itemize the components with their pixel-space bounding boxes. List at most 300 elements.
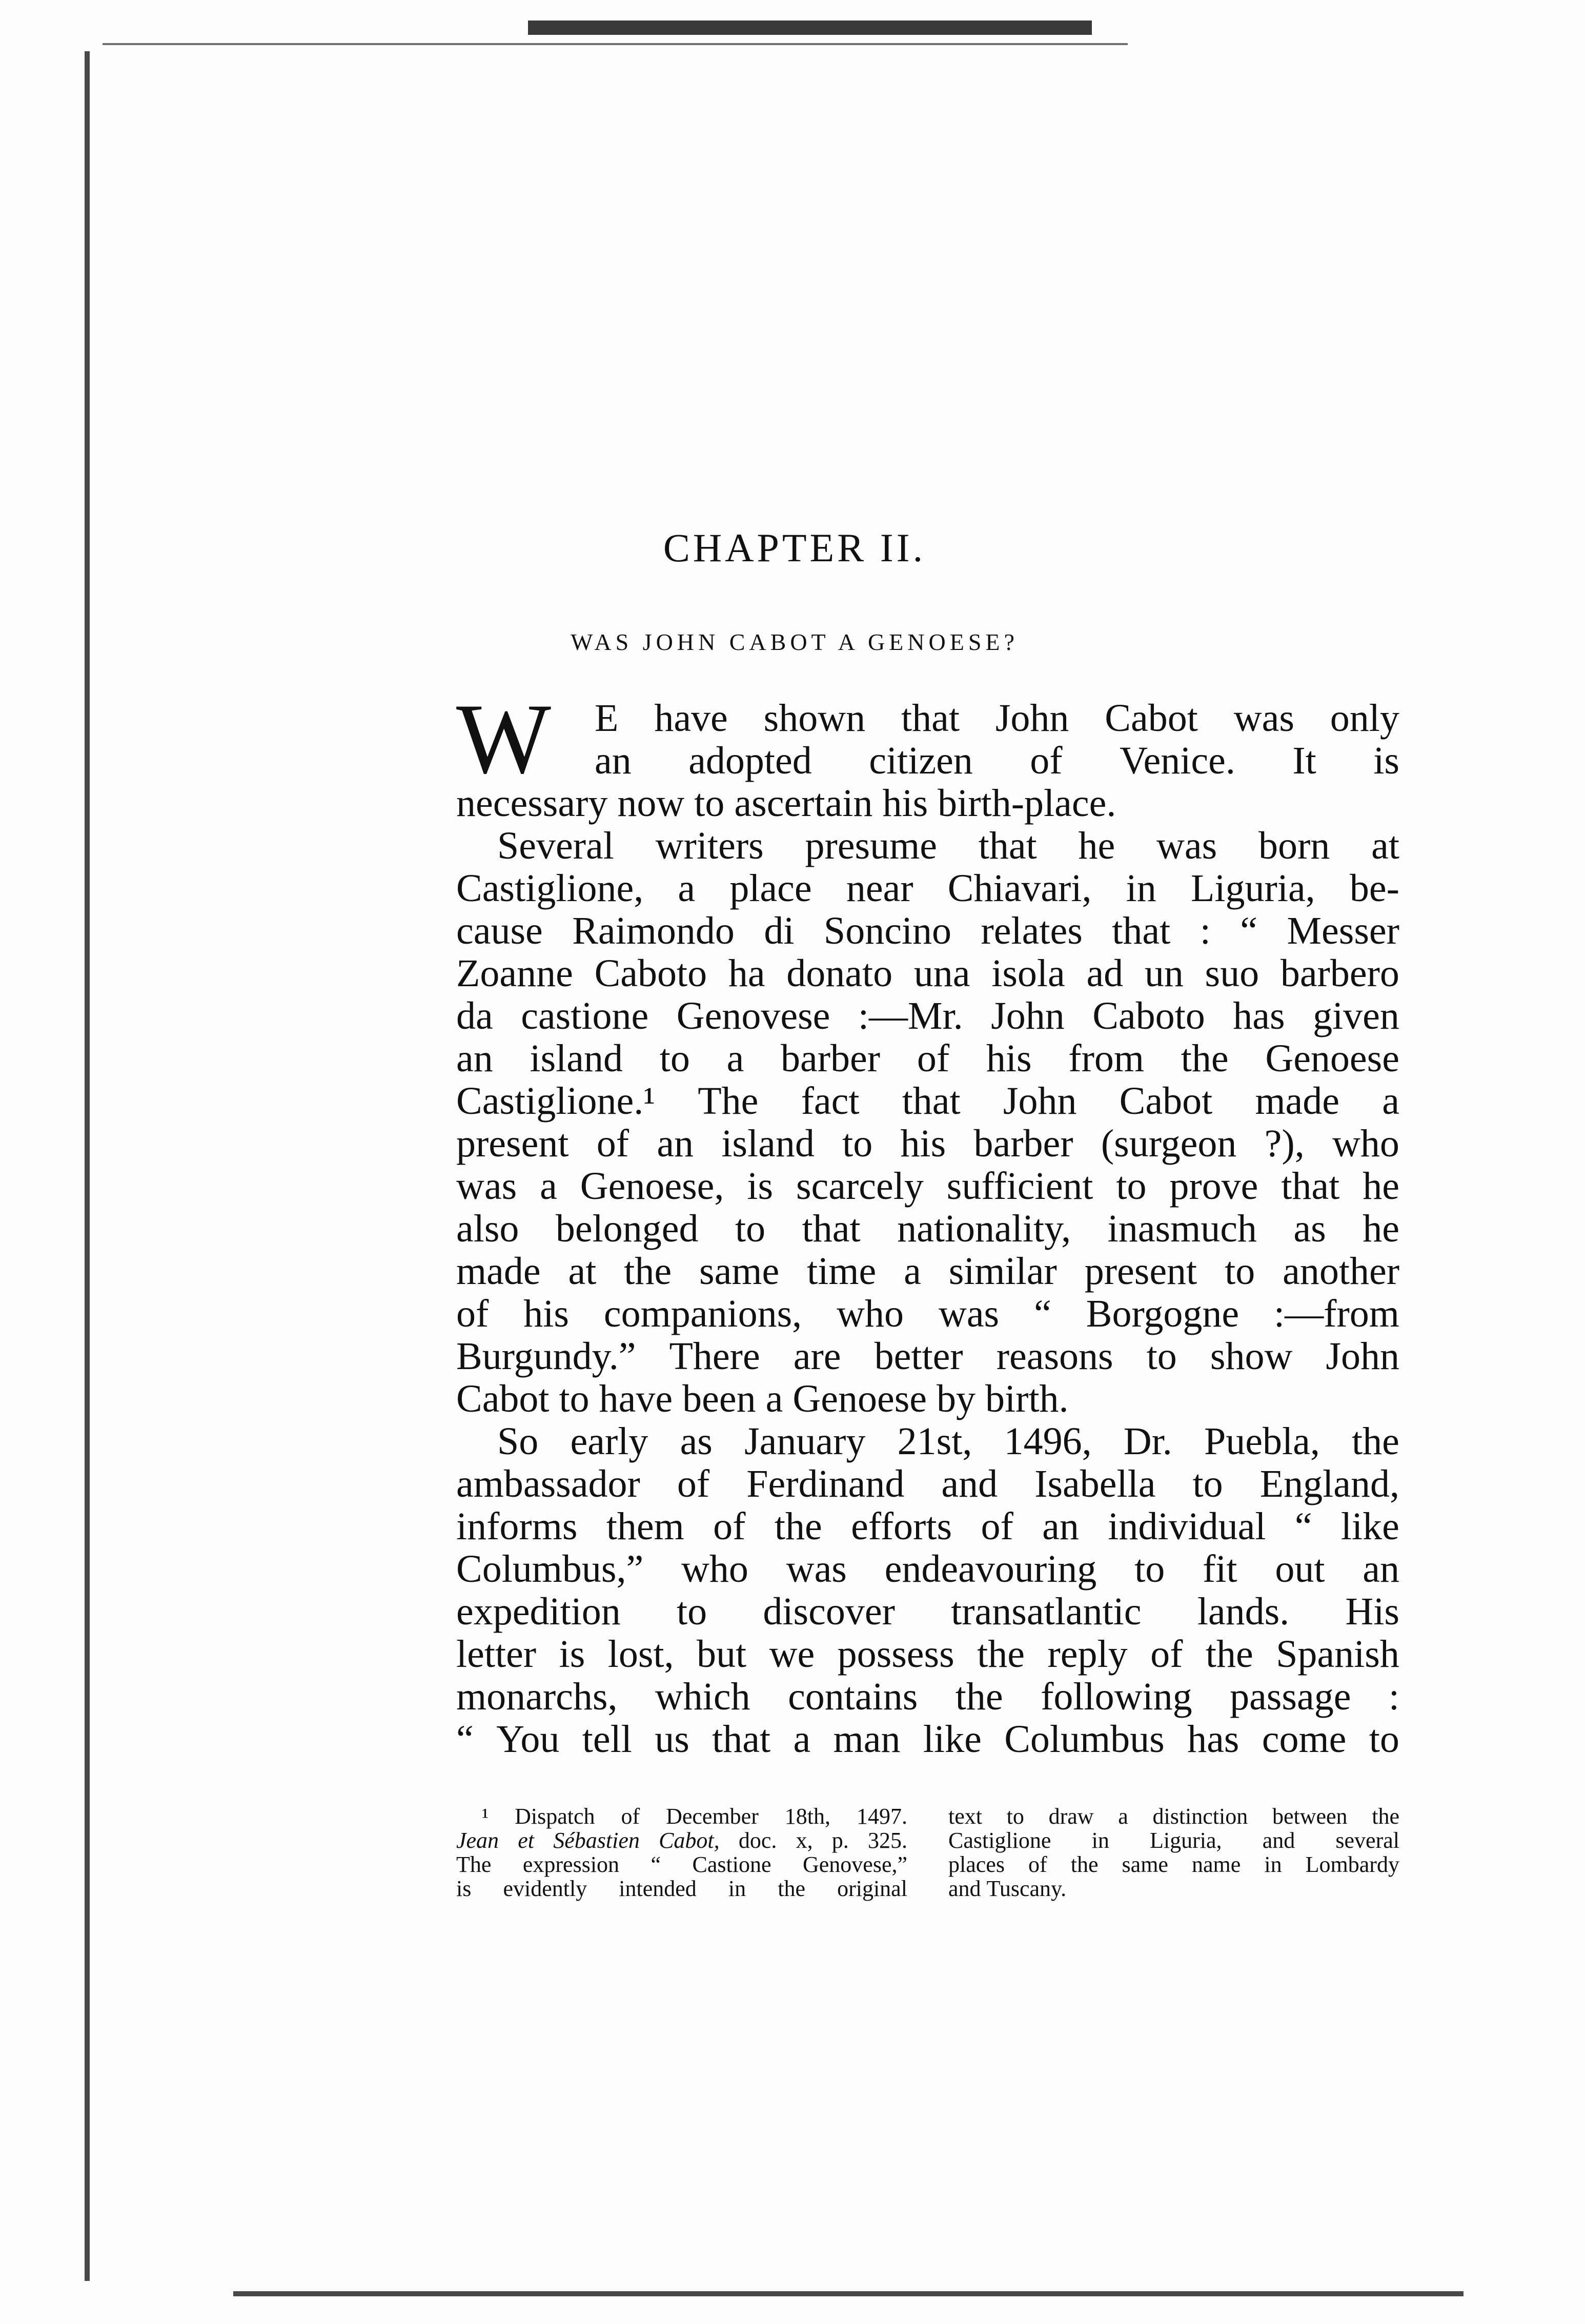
word: the: [1181, 1037, 1229, 1080]
word: man: [833, 1718, 901, 1761]
word: and: [941, 1462, 998, 1505]
word: His: [1345, 1590, 1399, 1633]
word: Isabella: [1034, 1462, 1156, 1505]
word: in: [1264, 1852, 1282, 1877]
word: that: [1112, 909, 1171, 952]
word: writers: [655, 824, 764, 867]
chapter-heading: CHAPTER II.: [663, 525, 926, 570]
word: lost,: [607, 1633, 674, 1676]
word: that: [902, 1079, 961, 1123]
word: the: [955, 1675, 1003, 1718]
word: Borgogne: [1086, 1292, 1239, 1335]
word: John: [995, 697, 1069, 740]
word: “: [456, 1718, 474, 1761]
word: :: [1200, 909, 1211, 952]
word: several: [1335, 1828, 1399, 1853]
text-line: [456, 910, 1399, 952]
word: belonged: [555, 1207, 699, 1250]
word: necessary: [456, 782, 608, 825]
word: have: [654, 697, 728, 740]
word: Venice.: [1120, 739, 1235, 782]
word: have: [599, 1377, 673, 1420]
word: the: [1205, 1633, 1253, 1676]
word: 1496,: [1004, 1420, 1092, 1463]
word: Ferdinand: [746, 1462, 905, 1505]
scan-artifact-left-edge: [85, 51, 90, 2281]
word: reply: [1047, 1633, 1128, 1676]
word: Castiglione: [948, 1828, 1051, 1853]
word: monarchs,: [456, 1675, 618, 1718]
word: 1497.: [856, 1804, 907, 1829]
word: text: [948, 1804, 982, 1829]
word: fit: [1202, 1547, 1237, 1591]
word: di: [764, 909, 795, 952]
word: in: [1091, 1828, 1109, 1853]
word: born: [1258, 824, 1330, 867]
word: Soncino: [823, 909, 952, 952]
text-line: [456, 1293, 1399, 1335]
text-line: [456, 1037, 1399, 1080]
word: the: [1352, 1420, 1399, 1463]
word: made: [1255, 1079, 1340, 1123]
word: also: [456, 1207, 519, 1250]
word: that: [802, 1207, 861, 1250]
word: to: [735, 1207, 766, 1250]
word: prove: [1169, 1165, 1258, 1208]
footnotes: [456, 1804, 1399, 1901]
footnote-column-right: [948, 1804, 1399, 1901]
word: There: [669, 1335, 760, 1378]
word: Several: [497, 824, 614, 867]
word: discover: [763, 1590, 895, 1633]
footnote-line: [948, 1877, 1399, 1901]
text-line: [456, 867, 1399, 910]
footnote-line: [948, 1804, 1399, 1828]
word: show: [1210, 1335, 1293, 1378]
word: a: [540, 1165, 557, 1208]
word: was: [1233, 697, 1294, 740]
word: barber: [973, 1122, 1073, 1165]
word: Genovese: [676, 994, 830, 1037]
word: Chiavari,: [947, 867, 1092, 910]
word: p.: [831, 1828, 849, 1853]
word: was: [1156, 824, 1217, 867]
word: place: [729, 867, 812, 910]
word: evidently: [503, 1876, 587, 1901]
word: “: [1294, 1505, 1312, 1548]
word: Messer: [1287, 909, 1399, 952]
word: England,: [1259, 1462, 1399, 1505]
word: letter: [456, 1633, 537, 1676]
word: informs: [456, 1505, 578, 1548]
word: the: [1070, 1852, 1099, 1877]
word: by: [937, 1377, 976, 1420]
word: be-: [1349, 867, 1399, 910]
word: that: [712, 1718, 771, 1761]
word: like: [923, 1718, 982, 1761]
word: near: [846, 867, 913, 910]
word: island: [721, 1122, 815, 1165]
word: barbero: [1280, 952, 1399, 995]
word: he: [1363, 1207, 1399, 1250]
text-line: [456, 697, 1399, 740]
word: Burgundy.”: [456, 1335, 636, 1378]
word: Genovese,”: [802, 1852, 907, 1877]
text-line: [456, 740, 1399, 782]
scan-artifact-top-bar: [528, 21, 1092, 35]
word: of: [1150, 1633, 1183, 1676]
word: as: [680, 1420, 713, 1463]
word: was: [786, 1547, 847, 1591]
word: of: [677, 1462, 710, 1505]
word: (surgeon: [1101, 1122, 1237, 1165]
word: Spanish: [1276, 1633, 1399, 1676]
text-line: [456, 1548, 1399, 1591]
word: Sébastien: [553, 1828, 640, 1853]
word: present: [456, 1122, 569, 1165]
text-line: [456, 1463, 1399, 1505]
word: early: [570, 1420, 648, 1463]
word: :—Mr.: [858, 994, 963, 1037]
text-line: [456, 1676, 1399, 1718]
body-text: [456, 683, 1399, 1761]
word: distinction: [1152, 1804, 1248, 1829]
word: of: [713, 1505, 746, 1548]
word: Castione: [692, 1852, 771, 1877]
word: ?),: [1264, 1122, 1305, 1165]
word: 21st,: [897, 1420, 972, 1463]
drop-cap: W: [456, 683, 551, 794]
word: Genoese: [1265, 1037, 1399, 1080]
word: a: [678, 867, 696, 910]
word: individual: [1108, 1505, 1266, 1548]
word: John: [1326, 1335, 1399, 1378]
word: following: [1041, 1675, 1192, 1718]
word: to: [1146, 1335, 1177, 1378]
word: inasmuch: [1107, 1207, 1257, 1250]
word: citizen: [869, 739, 973, 782]
word: relates: [981, 909, 1083, 952]
text-line: [456, 1165, 1399, 1208]
word: us: [655, 1718, 689, 1761]
word: Dr.: [1123, 1420, 1172, 1463]
word: scarcely: [796, 1165, 924, 1208]
word: out: [1275, 1547, 1325, 1591]
word: in: [1126, 867, 1156, 910]
word: of: [917, 1037, 950, 1080]
word: island: [530, 1037, 623, 1080]
word: possess: [837, 1633, 954, 1676]
word: birth.: [985, 1377, 1069, 1420]
word: You: [496, 1718, 560, 1761]
text-line: [456, 1505, 1399, 1548]
word: intended: [619, 1876, 697, 1901]
word: the: [774, 1505, 822, 1548]
word: is: [456, 1876, 472, 1901]
word: that: [901, 697, 960, 740]
word: of: [981, 1505, 1013, 1548]
word: John: [1003, 1079, 1077, 1123]
text-line: [456, 825, 1399, 867]
word: contains: [788, 1675, 918, 1718]
word: them: [606, 1505, 684, 1548]
word: another: [1283, 1250, 1399, 1293]
word: da: [456, 994, 493, 1037]
word: The: [456, 1852, 492, 1877]
word: he: [1363, 1165, 1399, 1208]
footnote-line: [456, 1877, 907, 1901]
word: Liguria,: [1150, 1828, 1222, 1853]
word: a: [1382, 1079, 1399, 1123]
word: present: [1084, 1250, 1197, 1293]
word: companions,: [603, 1292, 802, 1335]
word: same: [699, 1250, 780, 1293]
word: that: [1281, 1165, 1340, 1208]
word: John: [991, 994, 1065, 1037]
word: an: [456, 1037, 493, 1080]
word: who: [681, 1547, 748, 1591]
word: fact: [801, 1079, 860, 1123]
word: a: [904, 1250, 921, 1293]
word: to: [1369, 1718, 1399, 1761]
word: who: [1332, 1122, 1399, 1165]
word: of: [596, 1122, 629, 1165]
text-line: [456, 1208, 1399, 1250]
word: was: [938, 1292, 1000, 1335]
word: the: [1372, 1804, 1399, 1829]
footnote-line: [456, 1828, 907, 1852]
word: cause: [456, 909, 543, 952]
footnote-line: [456, 1804, 907, 1828]
word: the: [977, 1633, 1025, 1676]
word: adopted: [688, 739, 812, 782]
word: Castiglione.¹: [456, 1079, 655, 1123]
word: the: [624, 1250, 672, 1293]
word: birth-place.: [938, 782, 1116, 825]
word: an: [595, 739, 632, 782]
word: Cabot: [1119, 1079, 1213, 1123]
word: are: [793, 1335, 841, 1378]
word: Jean: [456, 1828, 499, 1853]
word: to: [1116, 1165, 1147, 1208]
word: the: [778, 1876, 805, 1901]
word: as: [1293, 1207, 1326, 1250]
word: an: [657, 1122, 694, 1165]
footnote-line: [948, 1828, 1399, 1852]
footnote-line: [948, 1852, 1399, 1877]
text-line: [456, 1123, 1399, 1165]
word: :: [1388, 1675, 1399, 1718]
word: was: [456, 1165, 517, 1208]
word: Castiglione,: [456, 867, 644, 910]
word: efforts: [851, 1505, 952, 1548]
word: in: [728, 1876, 746, 1901]
word: and: [948, 1876, 981, 1901]
word: Caboto: [594, 952, 707, 995]
text-line: [456, 952, 1399, 995]
word: a: [1118, 1804, 1128, 1829]
word: So: [497, 1420, 539, 1463]
word: The: [698, 1079, 759, 1123]
word: of: [621, 1804, 640, 1829]
word: ambassador: [456, 1462, 640, 1505]
word: un: [1144, 952, 1184, 995]
word: ¹: [482, 1804, 489, 1829]
word: to: [559, 1377, 590, 1420]
text-line: [456, 1335, 1399, 1378]
word: Liguria,: [1190, 867, 1315, 910]
word: better: [874, 1335, 963, 1378]
word: reasons: [996, 1335, 1113, 1378]
word: to: [677, 1590, 707, 1633]
word: same: [1122, 1852, 1168, 1877]
word: is: [747, 1165, 774, 1208]
word: only: [1330, 697, 1399, 740]
word: like: [1340, 1505, 1399, 1548]
word: from: [1068, 1037, 1145, 1080]
word: at: [568, 1250, 597, 1293]
word: of: [1030, 739, 1063, 782]
word: who: [837, 1292, 904, 1335]
word: barber: [781, 1037, 881, 1080]
word: una: [913, 952, 970, 995]
word: between: [1272, 1804, 1348, 1829]
scan-artifact-top-line: [103, 43, 1128, 45]
word: he: [1078, 824, 1115, 867]
word: passage: [1230, 1675, 1351, 1718]
word: an: [1042, 1505, 1079, 1548]
text-line: [456, 995, 1399, 1037]
word: “: [1034, 1292, 1051, 1335]
word: Caboto: [1092, 994, 1205, 1037]
footnote-column-left: [456, 1804, 907, 1901]
word: his: [900, 1122, 946, 1165]
word: an: [1363, 1547, 1399, 1591]
word: a: [726, 1037, 744, 1080]
text-line: [456, 1633, 1399, 1676]
word: expression: [522, 1852, 620, 1877]
word: doc.: [738, 1828, 777, 1853]
word: given: [1313, 994, 1399, 1037]
word: donato: [786, 952, 893, 995]
word: Cabot,: [659, 1828, 720, 1853]
text-line: [456, 1378, 1399, 1420]
word: lands.: [1197, 1590, 1290, 1633]
word: Cabot: [1105, 697, 1198, 740]
word: at: [1371, 824, 1399, 867]
word: places: [948, 1852, 1005, 1877]
word: similar: [948, 1250, 1057, 1293]
word: January: [744, 1420, 866, 1463]
word: that: [978, 824, 1037, 867]
word: ad: [1086, 952, 1124, 995]
word: et: [518, 1828, 535, 1853]
word: has: [1187, 1718, 1239, 1761]
word: Genoese: [792, 1377, 927, 1420]
word: expedition: [456, 1590, 621, 1633]
word: draw: [1048, 1804, 1094, 1829]
chapter-subtitle: WAS JOHN CABOT A GENOESE?: [571, 629, 1019, 655]
text-line: [456, 1250, 1399, 1293]
word: original: [837, 1876, 907, 1901]
word: to: [659, 1037, 690, 1080]
word: to: [1225, 1250, 1255, 1293]
word: name: [1192, 1852, 1241, 1877]
text-line: [456, 1718, 1399, 1761]
text-line: [456, 1080, 1399, 1123]
word: Cabot: [456, 1377, 550, 1420]
word: tell: [582, 1718, 632, 1761]
word: to: [1134, 1547, 1165, 1591]
word: “: [1240, 909, 1257, 952]
word: ascertain: [734, 782, 873, 825]
word: come: [1262, 1718, 1347, 1761]
word: castione: [521, 994, 649, 1037]
word: his: [986, 1037, 1032, 1080]
word: :—from: [1274, 1292, 1399, 1335]
scan-artifact-bottom-line: [233, 2291, 1464, 2296]
word: “: [651, 1852, 661, 1877]
word: nationality,: [897, 1207, 1071, 1250]
word: Puebla,: [1204, 1420, 1320, 1463]
word: suo: [1205, 952, 1259, 995]
word: Raimondo: [572, 909, 735, 952]
word: Columbus: [1004, 1718, 1165, 1761]
word: Columbus,”: [456, 1547, 644, 1591]
word: Dispatch: [515, 1804, 595, 1829]
word: presume: [805, 824, 937, 867]
word: sufficient: [946, 1165, 1093, 1208]
word: and: [1262, 1828, 1295, 1853]
footnote-line: [456, 1852, 907, 1877]
word: a: [793, 1718, 811, 1761]
word: x,: [796, 1828, 813, 1853]
word: ha: [728, 952, 765, 995]
word: to: [1192, 1462, 1223, 1505]
word: is: [559, 1633, 585, 1676]
text-line: [456, 1420, 1399, 1463]
word: is: [1373, 739, 1399, 782]
word: his: [882, 782, 928, 825]
text-line: [456, 782, 1399, 825]
word: been: [682, 1377, 756, 1420]
text-line: [456, 1591, 1399, 1633]
word: 325.: [868, 1828, 907, 1853]
word: transatlantic: [951, 1590, 1142, 1633]
word: to: [1006, 1804, 1024, 1829]
word: Zoanne: [456, 952, 573, 995]
word: Genoese,: [580, 1165, 724, 1208]
word: endeavouring: [884, 1547, 1097, 1591]
word: It: [1292, 739, 1316, 782]
word: time: [807, 1250, 877, 1293]
word: Tuscany.: [986, 1876, 1067, 1901]
word: December: [666, 1804, 759, 1829]
word: to: [694, 782, 725, 825]
word: isola: [991, 952, 1065, 995]
word: of: [456, 1292, 489, 1335]
word: his: [523, 1292, 569, 1335]
word: a: [765, 1377, 783, 1420]
word: but: [697, 1633, 747, 1676]
word: E: [595, 697, 619, 740]
word: of: [1028, 1852, 1047, 1877]
word: Lombardy: [1305, 1852, 1399, 1877]
word: has: [1233, 994, 1285, 1037]
word: now: [617, 782, 685, 825]
word: 18th,: [784, 1804, 831, 1829]
word: we: [769, 1633, 815, 1676]
